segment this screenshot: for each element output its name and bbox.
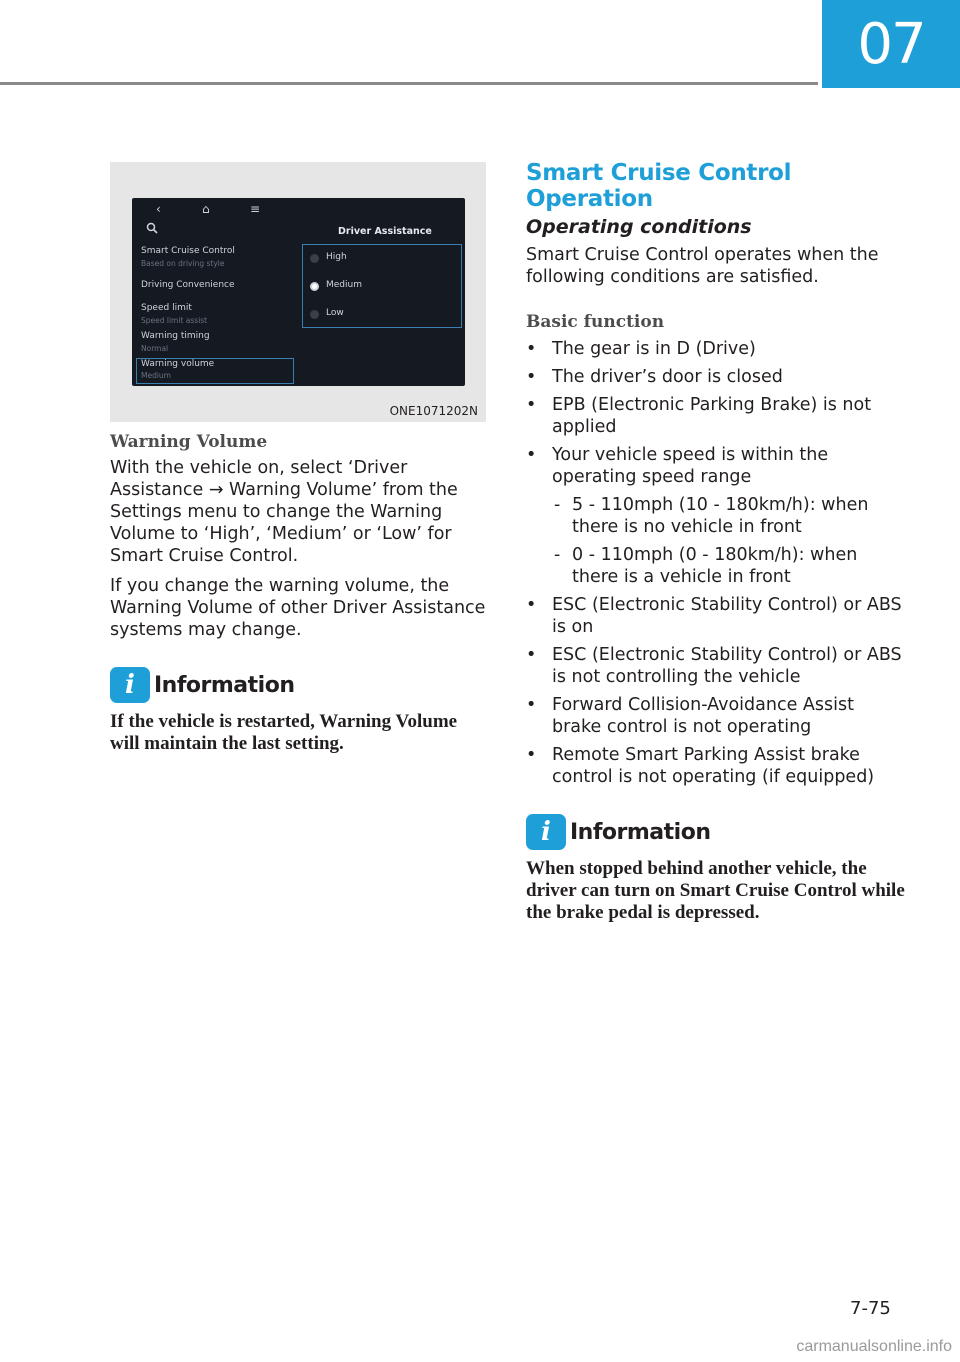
home-icon: ⌂ — [202, 202, 210, 216]
speed-range-list — [552, 494, 906, 588]
paragraph: If you change the warning volume, the Warning Volume of other Driver Assistance systems may change. — [110, 576, 486, 640]
menu-item-sub: Medium — [141, 371, 171, 380]
section-title: Smart Cruise Control Operation — [526, 160, 792, 212]
chapter-tab: 07 — [822, 0, 960, 88]
list-item: - 5 - 110mph (10 - 180km/h): when there is no vehicle in front — [552, 494, 906, 538]
left-column — [110, 162, 488, 755]
radio-selected-icon — [310, 282, 319, 291]
option-label: High — [326, 252, 347, 262]
search-icon — [146, 222, 158, 237]
section-subtitle: Operating conditions — [526, 216, 752, 238]
list-item — [526, 444, 906, 588]
watermark-link[interactable]: carmanualsonline.info — [796, 1338, 952, 1355]
menu-item-label: Warning timing — [141, 331, 210, 341]
list-item: • Forward Collision-Avoidance Assist brake control is not operating — [526, 694, 906, 738]
header-rule — [0, 82, 818, 85]
intro-paragraph: Smart Cruise Control operates when the following conditions are satisfied. — [526, 245, 879, 287]
list-item: • Remote Smart Parking Assist brake control is not operating (if equipped) — [526, 744, 906, 788]
list-item-text: Your vehicle speed is within the operating speed range — [552, 445, 829, 487]
settings-screenshot-figure — [110, 162, 486, 422]
information-title: Information — [570, 819, 711, 845]
list-item: • The driver’s door is closed — [526, 366, 906, 388]
menu-item-sub: Based on driving style — [141, 259, 225, 268]
paragraph: With the vehicle on, select ‘Driver Assistance → Warning Volume’ from the Settings menu to change the Warning Volume to ‘High’, ‘Medium’ or ‘Low’ for Smart Cruise Control. — [110, 458, 458, 566]
info-icon: i — [110, 667, 150, 703]
list-item: • EPB (Electronic Parking Brake) is not applied — [526, 394, 906, 438]
menu-item-label: Driving Convenience — [141, 280, 235, 290]
page-number: 7-75 — [850, 1298, 891, 1319]
basic-function-heading: Basic function — [526, 312, 665, 332]
screen-header: Driver Assistance — [338, 226, 432, 237]
option-label: Low — [326, 308, 344, 318]
radio-icon — [310, 254, 319, 263]
conditions-list — [526, 338, 906, 788]
info-icon: i — [526, 814, 566, 850]
menu-item-sub: Normal — [141, 344, 169, 353]
list-item: • ESC (Electronic Stability Control) or ABS is not controlling the vehicle — [526, 644, 906, 688]
information-title: Information — [154, 672, 295, 698]
information-header — [110, 667, 488, 703]
back-icon: ‹ — [156, 202, 161, 216]
figure-caption: ONE1071202N — [389, 404, 478, 418]
menu-item-label: Warning volume — [141, 359, 215, 369]
menu-item-label: Speed limit — [141, 303, 192, 313]
menu-icon: ≡ — [250, 202, 261, 216]
warning-volume-heading: Warning Volume — [110, 432, 268, 452]
right-column — [526, 160, 906, 924]
list-item: • The gear is in D (Drive) — [526, 338, 906, 360]
information-body: When stopped behind another vehicle, the driver can turn on Smart Cruise Control while the brake pedal is depressed. — [526, 858, 905, 923]
menu-item-sub: Speed limit assist — [141, 316, 208, 325]
option-label: Medium — [326, 280, 362, 290]
information-header — [526, 814, 906, 850]
list-item: - 0 - 110mph (0 - 180km/h): when there is a vehicle in front — [552, 544, 906, 588]
infotainment-screen — [132, 198, 465, 386]
menu-item-label: Smart Cruise Control — [141, 246, 235, 256]
list-item: • ESC (Electronic Stability Control) or ABS is on — [526, 594, 906, 638]
radio-icon — [310, 310, 319, 319]
information-body: If the vehicle is restarted, Warning Volume will maintain the last setting. — [110, 711, 458, 754]
